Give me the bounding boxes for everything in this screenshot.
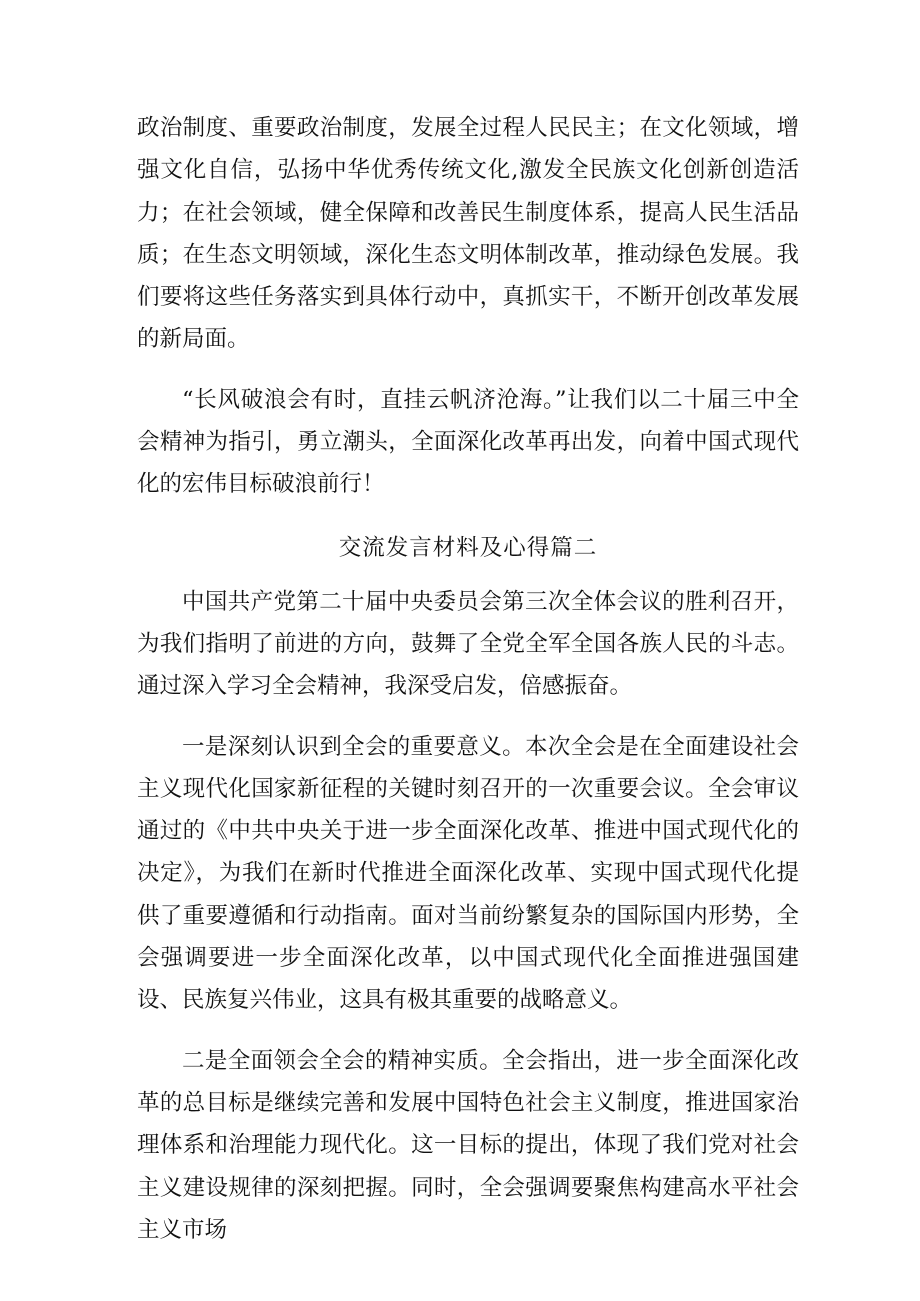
document-body <box>137 107 799 1251</box>
paragraph-continuation: 政治制度、重要政治制度，发展全过程人民民主；在文化领域，增强文化自信，弘扬中华优秀传统文化,激发全民族文化创新创造活力；在社会领域，健全保障和改善民生制度体系，提高人民生活品质；在生态文明领域，深化生态文明体制改革，推动绿色发展。我们要将这些任务落实到具体行动中，真抓实干，不断开创改革发展的新局面。 <box>137 115 799 353</box>
paragraph-closing-quote: “长风破浪会有时，直挂云帆济沧海。”让我们以二十届三中全会精神为指引，勇立潮头，全面深化改革再出发，向着中国式现代化的宏伟目标破浪前行！ <box>137 386 799 498</box>
paragraph-point-one: 一是深刻认识到全会的重要意义。本次全会是在全面建设社会主义现代化国家新征程的关键时刻召开的一次重要会议。全会审议通过的《中共中央关于进一步全面深化改革、推进中国式现代化的决定》，为我们在新时代推进全面深化改革、实现中国式现代化提供了重要遵循和行动指南。面对当前纷繁复杂的国际国内形势，全会强调要进一步全面深化改革，以中国式现代化全面推进强国建设、民族复兴伟业，这具有极其重要的战略意义。 <box>137 733 799 1014</box>
section-heading: 交流发言材料及心得篇二 <box>338 534 598 561</box>
paragraph-point-two: 二是全面领会全会的精神实质。全会指出，进一步全面深化改革的总目标是继续完善和发展中国特色社会主义制度，推进国家治理体系和治理能力现代化。这一目标的提出，体现了我们党对社会主义建设规律的深刻把握。同时，全会强调要聚焦构建高水平社会主义市场 <box>137 1047 799 1243</box>
paragraph-intro: 中国共产党第二十届中央委员会第三次全体会议的胜利召开，为我们指明了前进的方向，鼓舞了全党全军全国各族人民的斗志。通过深入学习全会精神，我深受启发，倍感振奋。 <box>137 588 799 700</box>
